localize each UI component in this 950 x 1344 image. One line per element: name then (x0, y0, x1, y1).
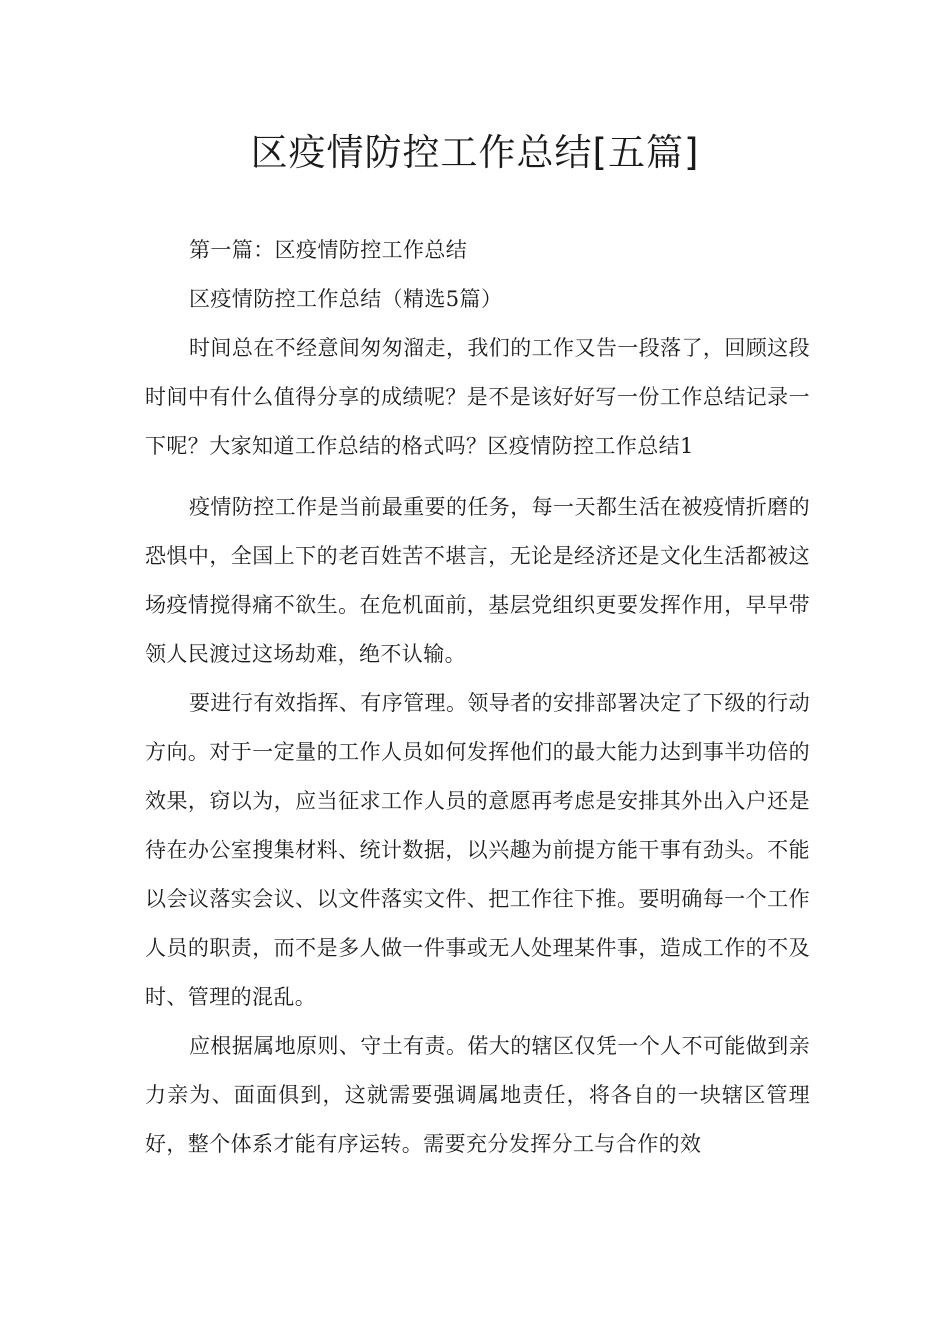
document-title: 区疫情防控工作总结[五篇] (250, 131, 700, 174)
paragraph-3: 应根据属地原则、守土有责。偌大的辖区仅凭一个人不可能做到亲力亲为、面面俱到，这就需要强调属地责任，将各自的一块辖区管理好，整个体系才能有序运转。需要充分发挥分工与合作的效 (145, 1034, 810, 1156)
section-subheading: 区疫情防控工作总结（精选5篇） (189, 287, 503, 311)
paragraph-1: 疫情防控工作是当前最重要的任务，每一天都生活在被疫情折磨的恐惧中，全国上下的老百姓苦不堪言，无论是经济还是文化生活都被这场疫情搅得痛不欲生。在危机面前，基层党组织更要发挥作用，早早带领人民渡过这场劫难，绝不认输。 (145, 495, 810, 666)
paragraph-2: 要进行有效指挥、有序管理。领导者的安排部署决定了下级的行动方向。对于一定量的工作人员如何发挥他们的最大能力达到事半功倍的效果，窃以为，应当征求工作人员的意愿再考虑是安排其外出入户还是待在办公室搜集材料、统计数据，以兴趣为前提方能干事有劲头。不能以会议落实会议、以文件落实文件、把工作往下推。要明确每一个工作人员的职责，而不是多人做一件事或无人处理某件事，造成工作的不及时、管理的混乱。 (145, 691, 810, 1009)
document-body (145, 226, 810, 1169)
paragraph-intro: 时间总在不经意间匆匆溜走，我们的工作又告一段落了，回顾这段时间中有什么值得分享的成绩呢？是不是该好好写一份工作总结记录一下呢？大家知道工作总结的格式吗？区疫情防控工作总结1 (145, 336, 810, 458)
section-heading: 第一篇：区疫情防控工作总结 (189, 238, 468, 262)
